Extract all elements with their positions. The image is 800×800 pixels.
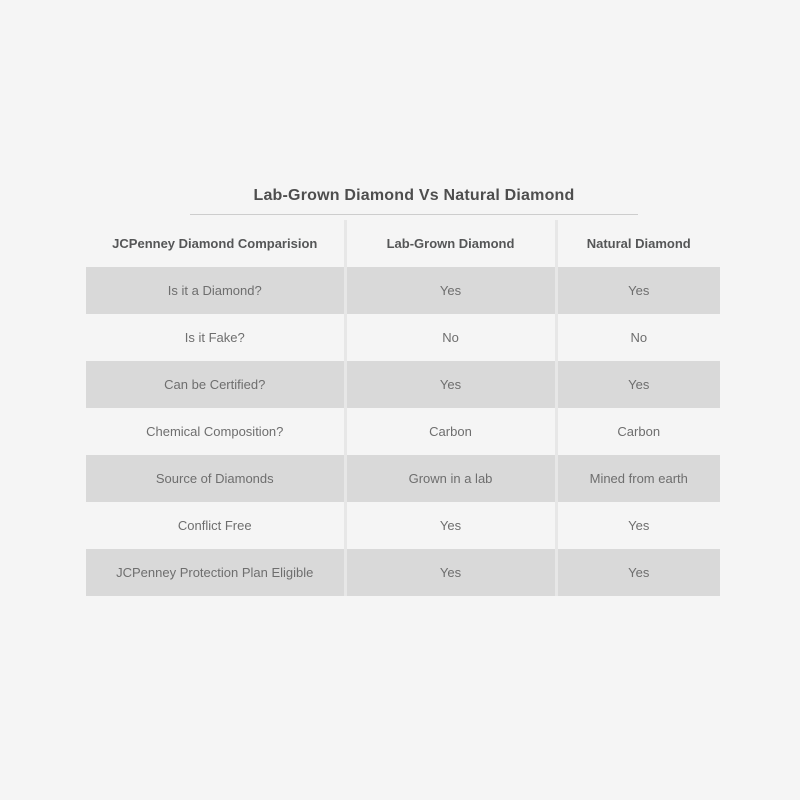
column-header-lab-grown: Lab-Grown Diamond <box>345 220 556 267</box>
comparison-table <box>86 220 720 596</box>
feature-cell: Chemical Composition? <box>146 424 284 439</box>
table-row <box>86 314 720 361</box>
lab-grown-cell: Yes <box>345 267 556 314</box>
feature-cell: Can be Certified? <box>86 361 345 408</box>
feature-cell: Source of Diamonds <box>86 455 345 502</box>
table-row <box>86 549 720 596</box>
natural-cell: Yes <box>556 361 720 408</box>
feature-cell: Is it a Diamond? <box>86 267 345 314</box>
lab-grown-cell: Yes <box>345 502 556 549</box>
natural-cell: Yes <box>556 502 720 549</box>
column-header-natural: Natural Diamond <box>556 220 720 267</box>
lab-grown-cell: Yes <box>345 361 556 408</box>
lab-grown-cell: Yes <box>345 549 556 596</box>
natural-cell: Yes <box>556 267 720 314</box>
lab-grown-cell: No <box>345 314 556 361</box>
table-row <box>86 455 720 502</box>
table-row <box>86 408 720 455</box>
table-header-row <box>86 220 720 267</box>
page-title: Lab-Grown Diamond Vs Natural Diamond <box>253 187 575 204</box>
feature-cell: JCPenney Protection Plan Eligible <box>86 549 345 596</box>
feature-cell: Conflict Free <box>177 518 252 533</box>
natural-cell: Yes <box>556 549 720 596</box>
title-divider <box>190 214 638 215</box>
table-row <box>86 502 720 549</box>
table-row <box>86 267 720 314</box>
lab-grown-cell: Grown in a lab <box>345 455 556 502</box>
natural-cell: Mined from earth <box>556 455 720 502</box>
column-header-comparison: JCPenney Diamond Comparision <box>112 236 318 251</box>
feature-cell: Is it Fake? <box>184 330 245 345</box>
lab-grown-cell: Carbon <box>345 408 556 455</box>
natural-cell: No <box>556 314 720 361</box>
table-row <box>86 361 720 408</box>
natural-cell: Carbon <box>556 408 720 455</box>
